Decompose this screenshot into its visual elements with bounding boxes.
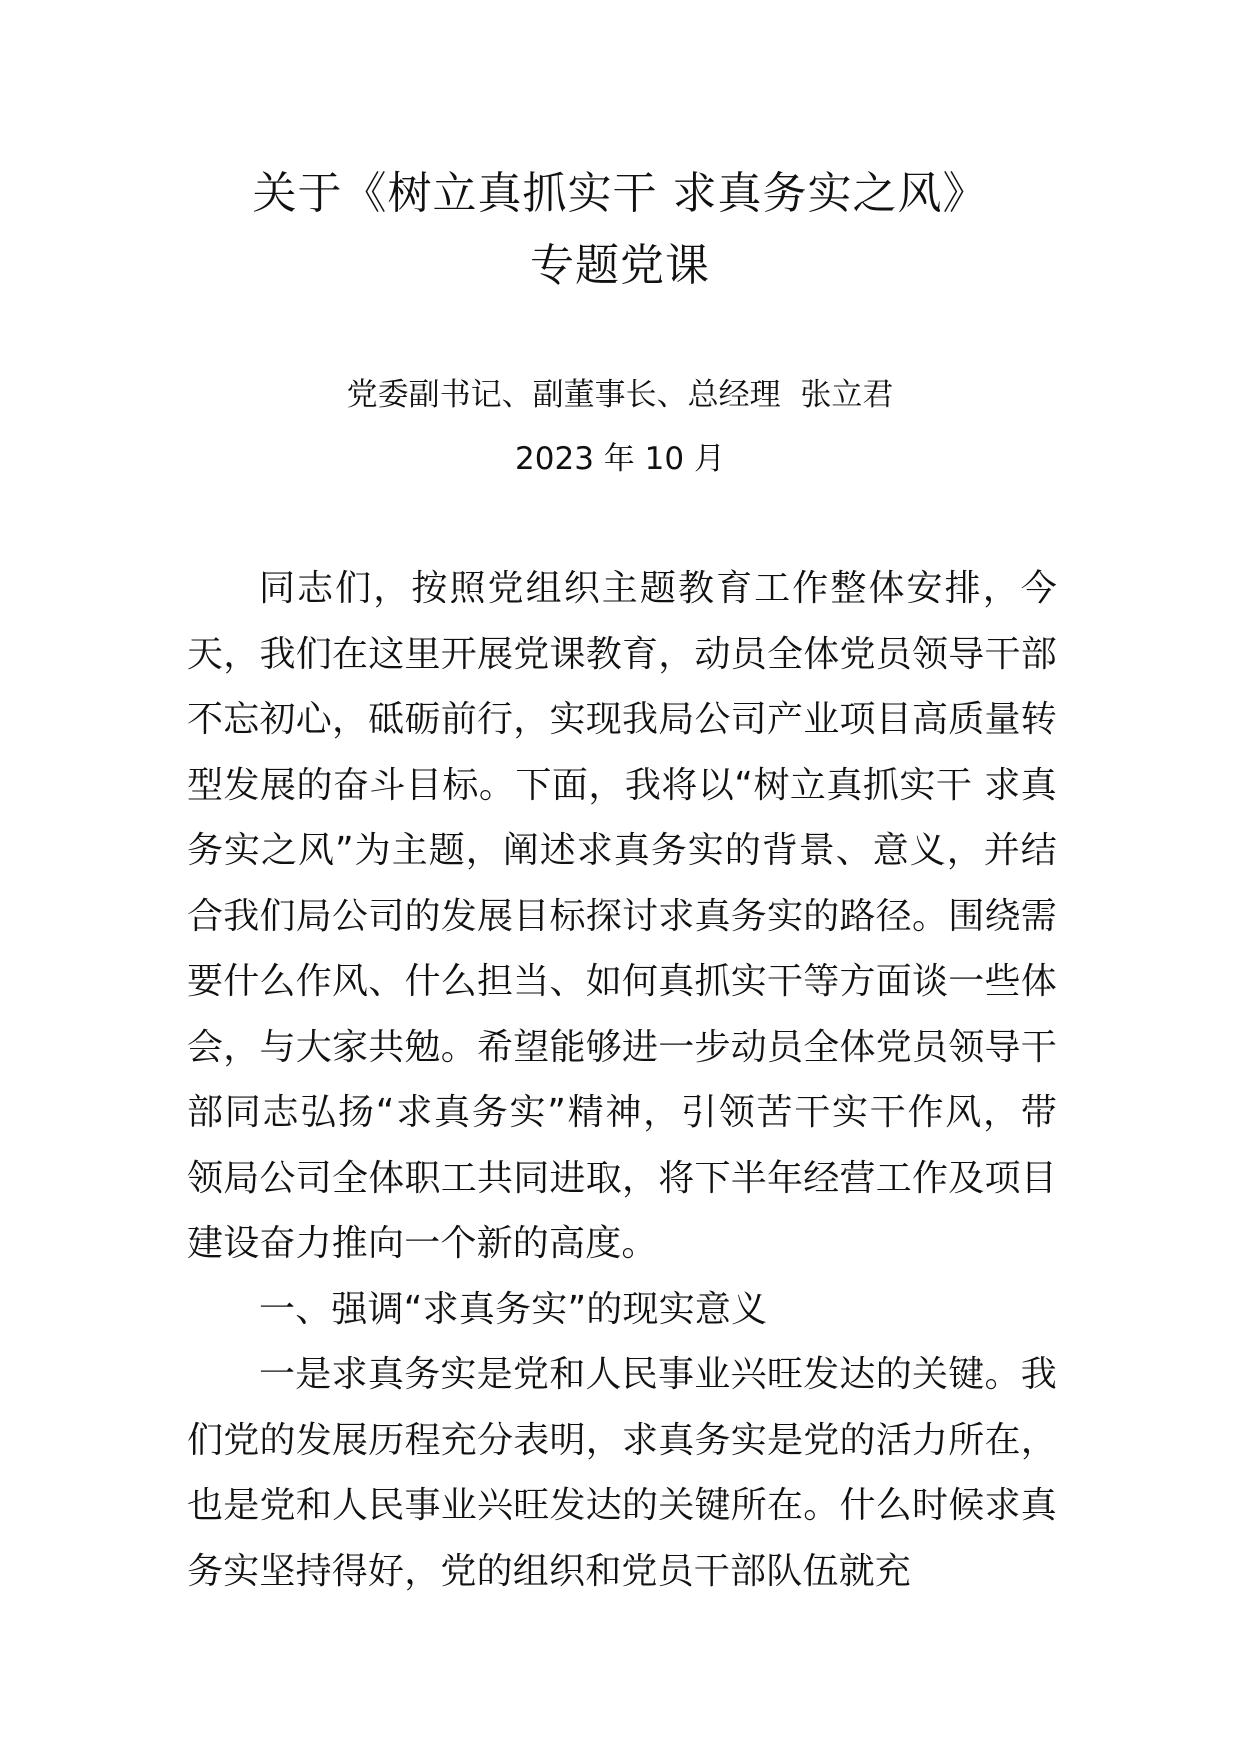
document-title-line-1: 关于《树立真抓实干 求真务实之风》	[252, 168, 988, 219]
author-line: 党委副书记、副董事长、总经理 张立君	[346, 377, 894, 413]
document-body	[187, 556, 1057, 1604]
paragraph-point-1: 一是求真务实是党和人民事业兴旺发达的关键。我们党的发展历程充分表明，求真务实是党的活力所在，也是党和人民事业兴旺发达的关键所在。什么时候求真务实坚持得好，党的组织和党员干部队伍就充	[187, 1354, 1057, 1592]
paragraph-intro: 同志们，按照党组织主题教育工作整体安排，今天，我们在这里开展党课教育，动员全体党员领导干部不忘初心，砥砺前行，实现我局公司产业项目高质量转型发展的奋斗目标。下面，我将以“树立真抓实干 求真务实之风”为主题，阐述求真务实的背景、意义，并结合我们局公司的发展目标探讨求真务实的路径。围绕需要什么作风、什么担当、如何真抓实干等方面谈一些体会，与大家共勉。希望能够进一步动员全体党员领导干部同志弘扬“求真务实”精神，引领苦干实干作风，带领局公司全体职工共同进取，将下半年经营工作及项目建设奋力推向一个新的高度。	[187, 568, 1057, 1264]
document-title-line-2: 专题党课	[530, 240, 710, 291]
section-heading-1: 一、强调“求真务实”的现实意义	[259, 1288, 768, 1330]
date-line: 2023 年 10 月	[515, 441, 725, 477]
